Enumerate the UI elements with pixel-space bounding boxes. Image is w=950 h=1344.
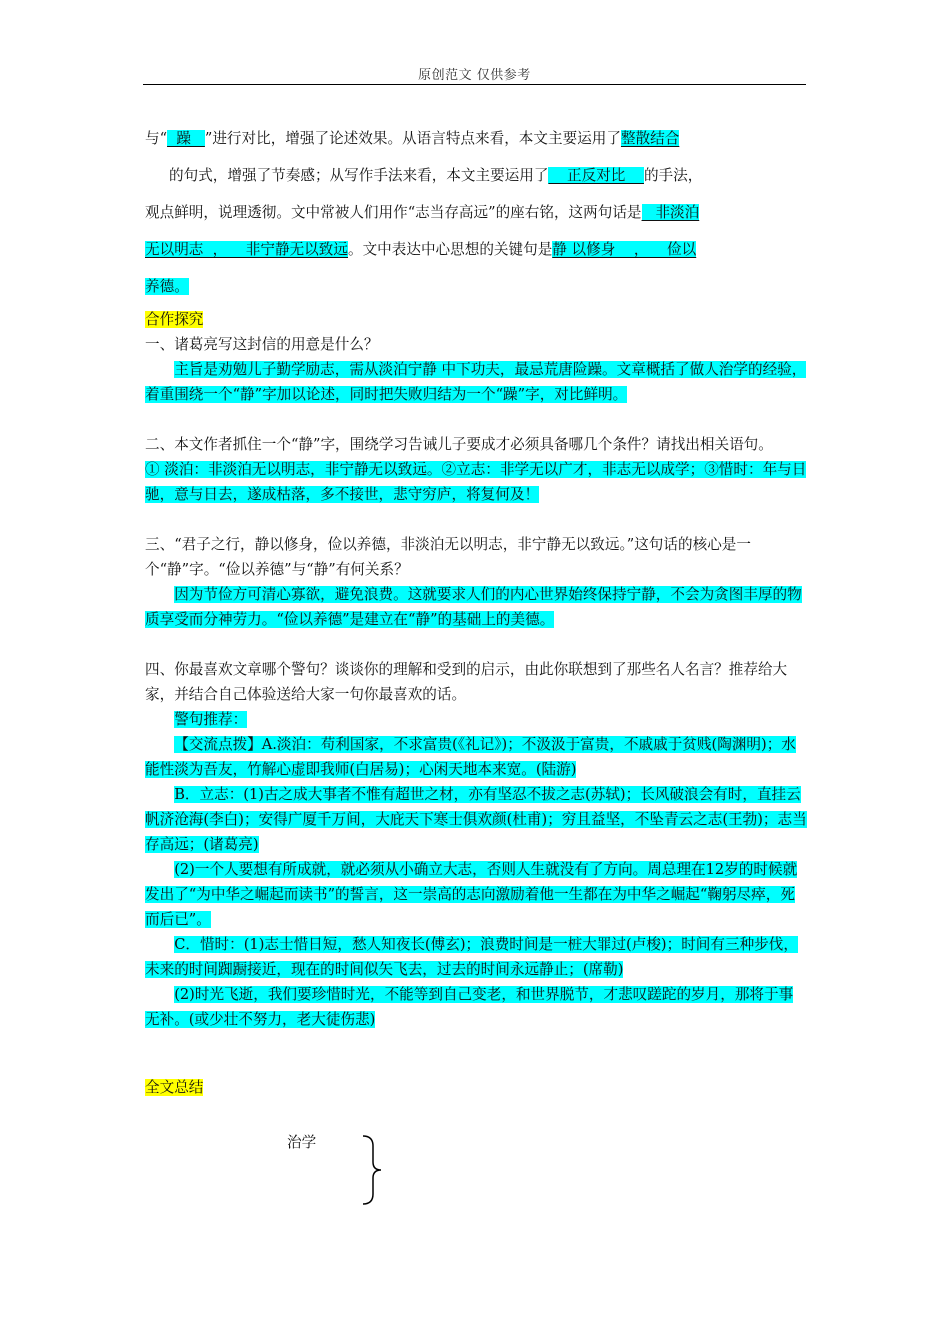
summary-diagram (145, 1100, 807, 1210)
spacer (145, 407, 807, 432)
answer-text: 警句推荐： (174, 711, 248, 728)
intro-text: 。文中表达中心思想的关键句是 (347, 241, 553, 258)
answer-4-title (145, 707, 807, 732)
question-3: 三、“君子之行，静以修身，俭以养德，非淡泊无以明志，非宁静无以致远。”这句话的核心是一个“静”字。“俭以养德”与“静”有何关系？ (145, 536, 751, 578)
intro-text: 观点鲜明，说理透彻。文中常被人们用作“志当存高远”的座右铭，这两句话是 (145, 204, 642, 221)
answer-text: B．立志：(1)古之成大事者不惟有超世之材，亦有坚忍不拔之志(苏轼)；长风破浪会有时，直挂云帆济沧海(李白)；安得广厦千万间，大庇天下寒士俱欢颜(杜甫)；穷且益坚，不坠青云之志(王勃)；志当存高远；(诸葛亮) (145, 786, 807, 853)
intro-line-2 (145, 157, 807, 194)
intro-paragraph (145, 120, 807, 305)
intro-line-4 (145, 231, 807, 268)
answer-1 (145, 357, 807, 407)
question-1: 一、诸葛亮写这封信的用意是什么？ (145, 336, 379, 353)
intro-line-1 (145, 120, 807, 157)
spacer (145, 632, 807, 657)
section-title-summary (145, 1075, 807, 1100)
answer-text: 主旨是劝勉儿子勤学励志，需从淡泊宁静 中下功夫，最忌荒唐险躁。文章概括了做人治学的经验，着重围绕一个“静”字加以论述，同时把失败归结为一个“躁”字，对比鲜明。 (145, 361, 807, 403)
answer-text: 【交流点拨】A.淡泊：苟利国家，不求富贵(《礼记》)；不汲汲于富贵，不戚戚于贫贱(陶渊明)；水能性淡为吾友，竹解心虚即我师(白居易)；心闲天地本来宽。(陆游) (145, 736, 796, 778)
intro-line-5 (145, 268, 807, 305)
answer-text: C．惜时：(1)志士惜日短，愁人知夜长(傅玄)；浪费时间是一桩大罪过(卢梭)；时间有三种步伐，未来的时间踟蹰接近，现在的时间似矢飞去，过去的时间永远静止；(席勒) (145, 936, 798, 978)
answer-text: (2)时光飞逝，我们要珍惜时光，不能等到自己变老，和世界脱节，才悲叹蹉跎的岁月，那将于事无补。(或少壮不努力，老大徒伤悲) (145, 986, 794, 1028)
intro-line-3 (145, 194, 807, 231)
intro-text: ”进行对比，增强了论述效果。从语言特点来看，本文主要运用了 (204, 130, 621, 147)
section-title-text: 合作探究 (145, 311, 204, 328)
answer-4-a (145, 732, 807, 782)
answer-text: ① 淡泊：非淡泊无以明志，非宁静无以致远。②立志：非学无以广才，非志无以成学；③惜时：年与日驰，意与日去，遂成枯落，多不接世，悲守穷庐，将复何及！ (145, 461, 807, 503)
intro-text: 的手法， (643, 167, 703, 184)
question-2: 二、本文作者抓住一个“静”字，围绕学习告诫儿子要成才必须具备哪几个条件？请找出相关语句。 (145, 436, 773, 453)
brace-label: 治学 (287, 1134, 317, 1151)
intro-text: 的句式，增强了节奏感；从写作手法来看，本文主要运用了 (169, 167, 549, 184)
section-title-text: 全文总结 (145, 1079, 204, 1096)
fill-blank-answer: 养德。 (145, 278, 189, 295)
answer-4-c2 (145, 982, 807, 1032)
intro-text: 与“ (145, 130, 168, 147)
answer-4-b2 (145, 857, 807, 932)
fill-blank-answer: 非淡泊 (641, 204, 700, 221)
fill-blank-answer: 静 以修身 ， 俭以 (552, 241, 697, 258)
spacer (145, 1057, 807, 1075)
spacer (145, 1032, 807, 1057)
answer-4-c1 (145, 932, 807, 982)
answer-text: 因为节俭方可清心寡欲，避免浪费。这就要求人们的内心世界始终保持宁静，不会为贪图丰厚的物质享受而分神劳力。“俭以养德”是建立在“静”的基础上的美德。 (145, 586, 802, 628)
question-4: 四、你最喜欢文章哪个警句？谈谈你的理解和受到的启示，由此你联想到了那些名人名言？推荐给大家，并结合自己体验送给大家一句你最喜欢的话。 (145, 661, 788, 703)
answer-text: (2)一个人要想有所成就，就必须从小确立大志，否则人生就没有了方向。周总理在12岁的时候就发出了“为中华之崛起而读书”的誓言，这一崇高的志向激励着他一生都在为中华之崛起“鞠躬尽瘁，死而后已”。 (145, 861, 798, 928)
fill-blank-answer: 无以明志 ， 非宁静无以致远 (145, 241, 348, 258)
answer-4-b1 (145, 782, 807, 857)
header-rule (143, 84, 806, 85)
answer-2 (145, 457, 807, 507)
curly-brace-icon (360, 1134, 384, 1206)
fill-blank-answer: 正反对比 (548, 167, 644, 184)
fill-blank-answer: 躁 (167, 130, 205, 147)
page-header: 原创范文 仅供参考 (418, 68, 531, 83)
answer-3 (145, 582, 807, 632)
spacer (145, 507, 807, 532)
fill-blank-answer: 整散结合 (620, 130, 680, 147)
document-body (145, 120, 807, 1210)
section-title-cooperate (145, 307, 807, 332)
